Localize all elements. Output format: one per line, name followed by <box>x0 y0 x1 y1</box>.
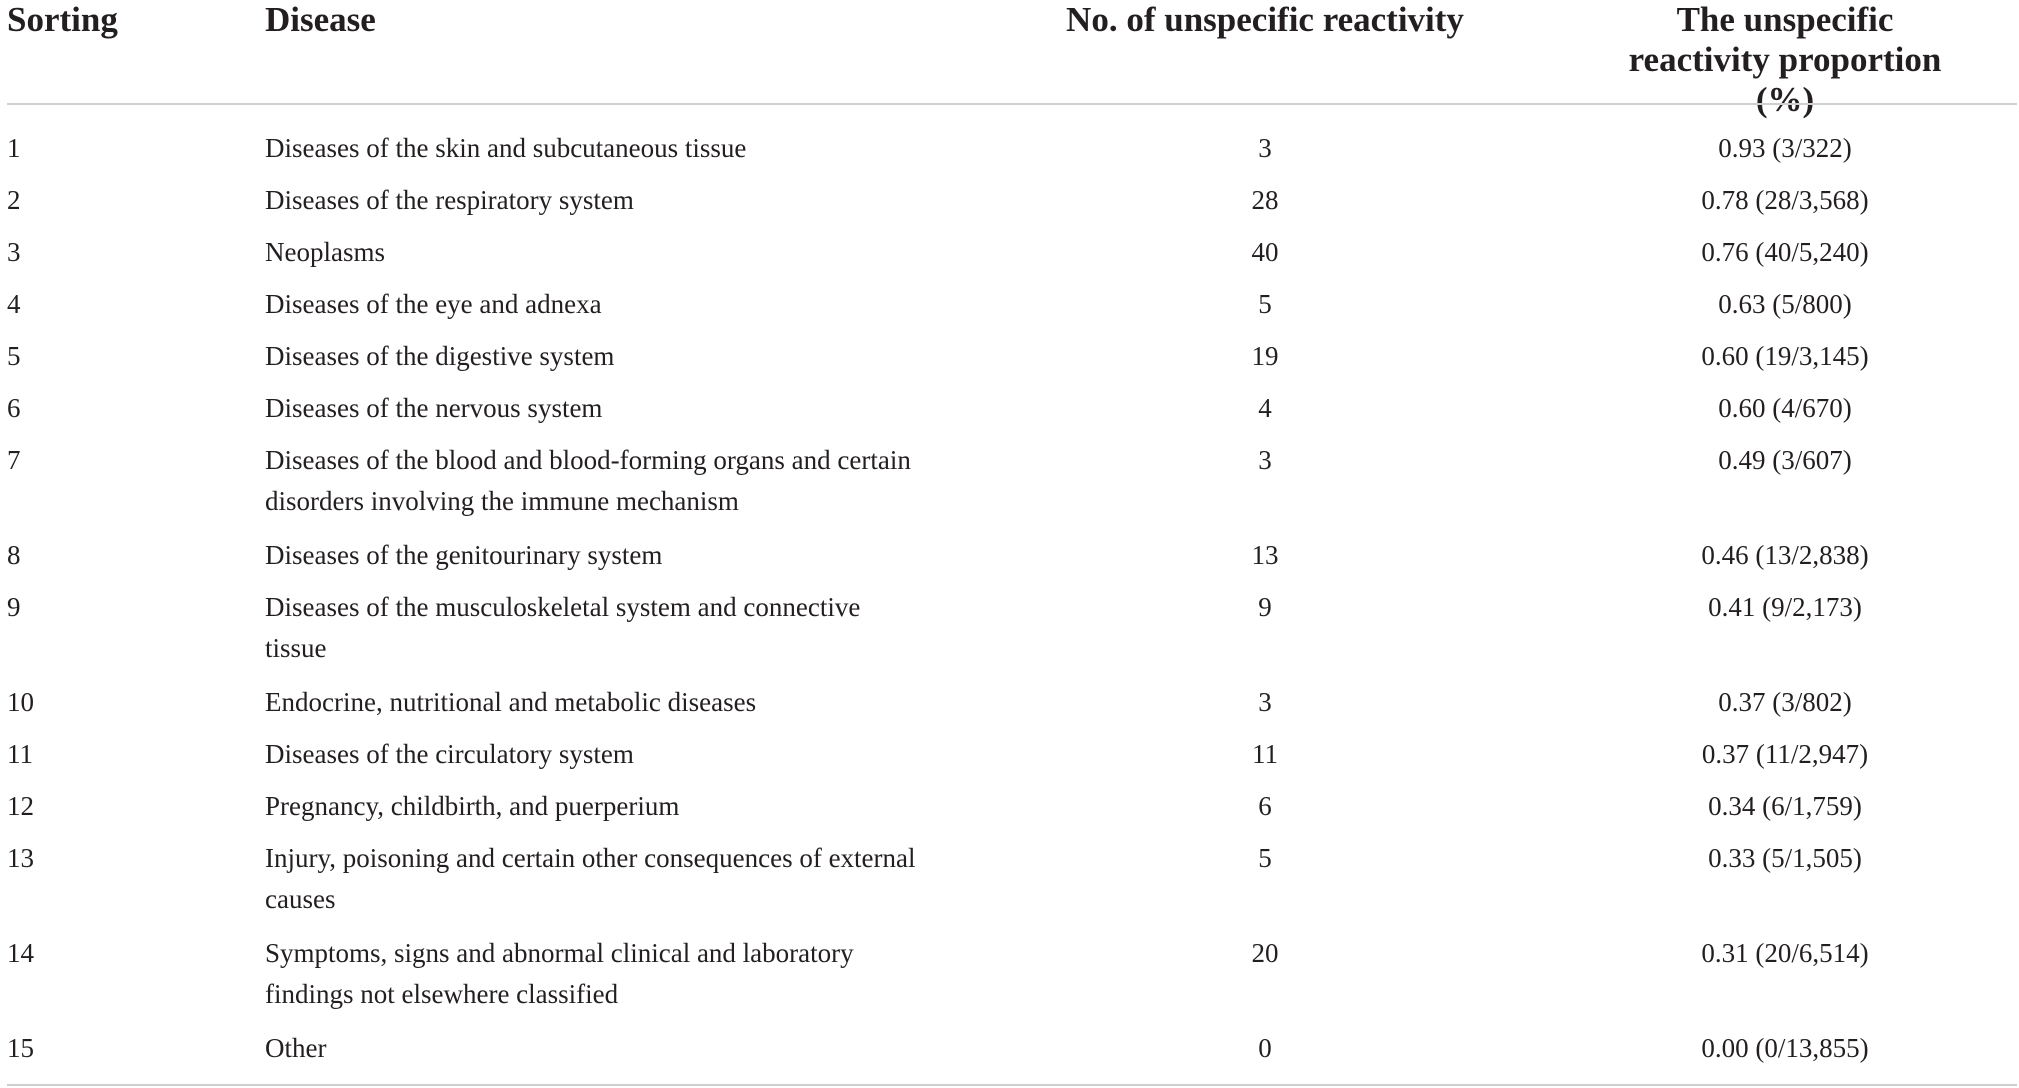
cell-proportion: 0.93 (3/322) <box>1718 133 1852 163</box>
header-count: No. of unspecific reactivity <box>1066 0 1464 39</box>
cell-proportion: 0.37 (3/802) <box>1718 687 1852 717</box>
header-proportion: The unspecific reactivity proportion (%) <box>1628 0 1942 119</box>
cell-disease: Diseases of the nervous system <box>265 393 603 423</box>
cell-sorting: 8 <box>7 540 21 570</box>
cell-count: 11 <box>1252 739 1278 769</box>
cell-disease: Diseases of the eye and adnexa <box>265 289 602 319</box>
header-divider <box>7 103 2017 105</box>
cell-count: 3 <box>1258 133 1272 163</box>
cell-count: 3 <box>1258 445 1272 475</box>
cell-disease: Symptoms, signs and abnormal clinical and laboratory findings not elsewhere classified <box>265 938 854 1009</box>
cell-sorting: 2 <box>7 185 21 215</box>
cell-proportion: 0.78 (28/3,568) <box>1701 185 1869 215</box>
cell-count: 13 <box>1251 540 1279 570</box>
cell-disease: Diseases of the respiratory system <box>265 185 634 215</box>
cell-proportion: 0.46 (13/2,838) <box>1701 540 1869 570</box>
cell-disease: Other <box>265 1033 327 1063</box>
cell-sorting: 12 <box>7 791 34 821</box>
cell-sorting: 7 <box>7 445 21 475</box>
cell-proportion: 0.60 (4/670) <box>1718 393 1852 423</box>
cell-disease: Diseases of the digestive system <box>265 341 615 371</box>
cell-count: 0 <box>1258 1033 1272 1063</box>
cell-proportion: 0.37 (11/2,947) <box>1701 739 1869 769</box>
cell-proportion: 0.60 (19/3,145) <box>1701 341 1869 371</box>
cell-sorting: 3 <box>7 237 21 267</box>
cell-count: 19 <box>1251 341 1279 371</box>
cell-proportion: 0.63 (5/800) <box>1718 289 1852 319</box>
table-bottom-rule <box>7 1084 2017 1086</box>
cell-sorting: 6 <box>7 393 21 423</box>
cell-count: 3 <box>1258 687 1272 717</box>
cell-proportion: 0.00 (0/13,855) <box>1701 1033 1869 1063</box>
cell-count: 5 <box>1258 843 1272 873</box>
cell-disease: Endocrine, nutritional and metabolic diseases <box>265 687 757 717</box>
cell-count: 20 <box>1251 938 1279 968</box>
cell-disease: Diseases of the blood and blood-forming organs and certain disorders involving the immune mechanism <box>265 445 911 516</box>
cell-disease: Diseases of the genitourinary system <box>265 540 663 570</box>
cell-sorting: 4 <box>7 289 21 319</box>
cell-disease: Diseases of the musculoskeletal system and connective tissue <box>265 592 861 663</box>
cell-count: 28 <box>1251 185 1279 215</box>
cell-proportion: 0.49 (3/607) <box>1718 445 1852 475</box>
cell-count: 40 <box>1251 237 1279 267</box>
cell-proportion: 0.31 (20/6,514) <box>1701 938 1869 968</box>
cell-proportion: 0.76 (40/5,240) <box>1701 237 1869 267</box>
cell-proportion: 0.41 (9/2,173) <box>1708 592 1862 622</box>
cell-disease: Injury, poisoning and certain other consequences of external causes <box>265 843 916 914</box>
cell-proportion: 0.34 (6/1,759) <box>1708 791 1862 821</box>
cell-disease: Pregnancy, childbirth, and puerperium <box>265 791 680 821</box>
cell-disease: Diseases of the skin and subcutaneous tissue <box>265 133 747 163</box>
cell-sorting: 11 <box>7 739 33 769</box>
cell-sorting: 10 <box>7 687 34 717</box>
cell-sorting: 14 <box>7 938 34 968</box>
cell-count: 5 <box>1258 289 1272 319</box>
cell-disease: Diseases of the circulatory system <box>265 739 634 769</box>
cell-sorting: 15 <box>7 1033 34 1063</box>
header-sorting: Sorting <box>7 0 118 39</box>
cell-sorting: 1 <box>7 133 21 163</box>
cell-sorting: 5 <box>7 341 21 371</box>
header-disease: Disease <box>265 0 376 39</box>
cell-count: 6 <box>1258 791 1272 821</box>
cell-sorting: 13 <box>7 843 34 873</box>
cell-count: 4 <box>1258 393 1272 423</box>
cell-count: 9 <box>1258 592 1272 622</box>
cell-disease: Neoplasms <box>265 237 385 267</box>
cell-proportion: 0.33 (5/1,505) <box>1708 843 1862 873</box>
cell-sorting: 9 <box>7 592 21 622</box>
